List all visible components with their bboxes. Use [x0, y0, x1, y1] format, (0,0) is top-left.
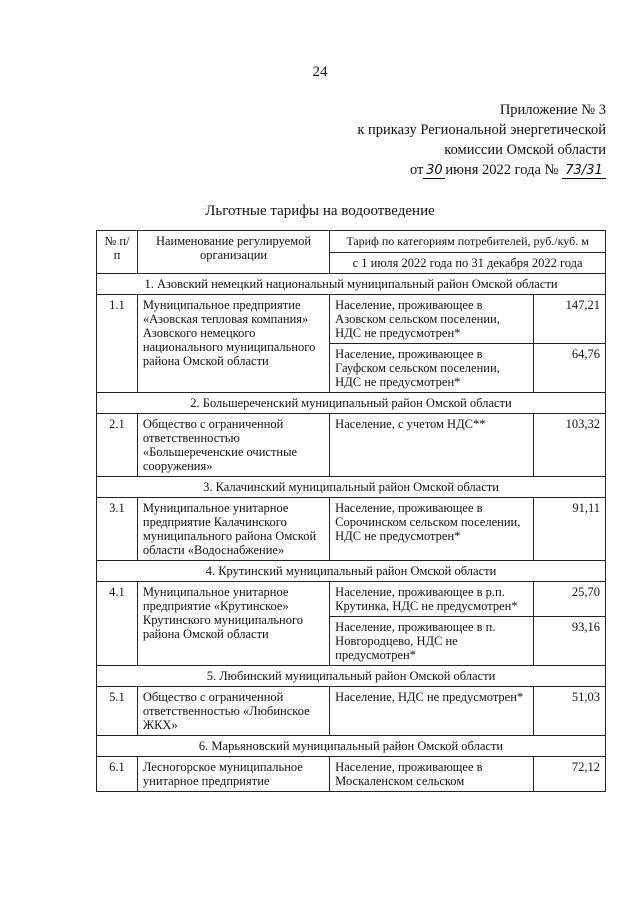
section-title: 5. Любинский муниципальный район Омской области [97, 666, 606, 687]
section-row [97, 274, 606, 295]
appendix-block [357, 100, 606, 180]
row-org: Лесногорское муниципальное унитарное предприятие [137, 757, 329, 792]
row-num: 2.1 [97, 414, 138, 477]
page-number: 24 [312, 64, 328, 80]
date-prefix: от [410, 162, 424, 178]
row-category: Население, проживающее в р.п. Крутинка, НДС не предусмотрен* [330, 582, 534, 617]
row-value: 51,03 [534, 687, 606, 736]
row-category: Население, проживающее в п. Новгородцево, НДС не предусмотрен* [330, 617, 534, 666]
appendix-date-line [357, 160, 606, 180]
row-org: Муниципальное унитарное предприятие «Крутинское» Крутинского муниципального района Омской области [137, 582, 329, 666]
row-value: 91,11 [534, 498, 606, 561]
section-title: 1. Азовский немецкий национальный муниципальный район Омской области [97, 274, 606, 295]
section-row [97, 561, 606, 582]
row-num: 3.1 [97, 498, 138, 561]
header-org: Наименование регулируемой организации [137, 231, 329, 274]
section-row [97, 736, 606, 757]
table-row [97, 582, 606, 617]
row-org: Общество с ограниченной ответственностью «Любинское ЖКХ» [137, 687, 329, 736]
appendix-commission: комиссии Омской области [444, 142, 606, 158]
row-category: Население, с учетом НДС** [330, 414, 534, 477]
row-value: 64,76 [534, 344, 606, 393]
row-org: Общество с ограниченной ответственностью «Большереченские очистные сооружения» [137, 414, 329, 477]
appendix-order-ref: к приказу Региональной энергетической [357, 122, 606, 138]
row-org: Муниципальное унитарное предприятие Калачинского муниципального района Омской области «Водоснабжение» [137, 498, 329, 561]
table-row [97, 295, 606, 344]
table-row [97, 687, 606, 736]
table-header-row [97, 231, 606, 253]
row-value: 103,32 [534, 414, 606, 477]
row-value: 25,70 [534, 582, 606, 617]
row-category: Население, проживающее в Сорочинском сельском поселении, НДС не предусмотрен* [330, 498, 534, 561]
section-row [97, 477, 606, 498]
row-value: 93,16 [534, 617, 606, 666]
row-num: 1.1 [97, 295, 138, 393]
row-value: 72,12 [534, 757, 606, 792]
row-category: Население, проживающее в Гауфском сельском поселении, НДС не предусмотрен* [330, 344, 534, 393]
row-category: Население, проживающее в Москаленском сельском [330, 757, 534, 792]
handwritten-order-number: 73/31 [562, 164, 606, 179]
handwritten-day: 30 [423, 164, 445, 179]
date-middle: июня 2022 года № [445, 162, 559, 178]
row-category: Население, НДС не предусмотрен* [330, 687, 534, 736]
section-title: 3. Калачинский муниципальный район Омской области [97, 477, 606, 498]
row-category: Население, проживающее в Азовском сельском поселении, НДС не предусмотрен* [330, 295, 534, 344]
section-title: 2. Большереченский муниципальный район Омской области [97, 393, 606, 414]
document-title: Льготные тарифы на водоотведение [205, 203, 435, 219]
row-num: 5.1 [97, 687, 138, 736]
table-row [97, 414, 606, 477]
section-row [97, 393, 606, 414]
appendix-title: Приложение № 3 [499, 102, 606, 118]
header-period: с 1 июля 2022 года по 31 декабря 2022 года [330, 252, 606, 274]
section-title: 4. Крутинский муниципальный район Омской области [97, 561, 606, 582]
table-row [97, 757, 606, 792]
header-num: № п/п [97, 231, 138, 274]
section-row [97, 666, 606, 687]
row-num: 4.1 [97, 582, 138, 666]
row-num: 6.1 [97, 757, 138, 792]
row-org: Муниципальное предприятие «Азовская тепловая компания» Азовского немецкого национального муниципального района Омской области [137, 295, 329, 393]
header-tariff: Тариф по категориям потребителей, руб./куб. м [330, 231, 606, 253]
tariff-table [96, 230, 606, 792]
section-title: 6. Марьяновский муниципальный район Омской области [97, 736, 606, 757]
table-row [97, 498, 606, 561]
row-value: 147,21 [534, 295, 606, 344]
